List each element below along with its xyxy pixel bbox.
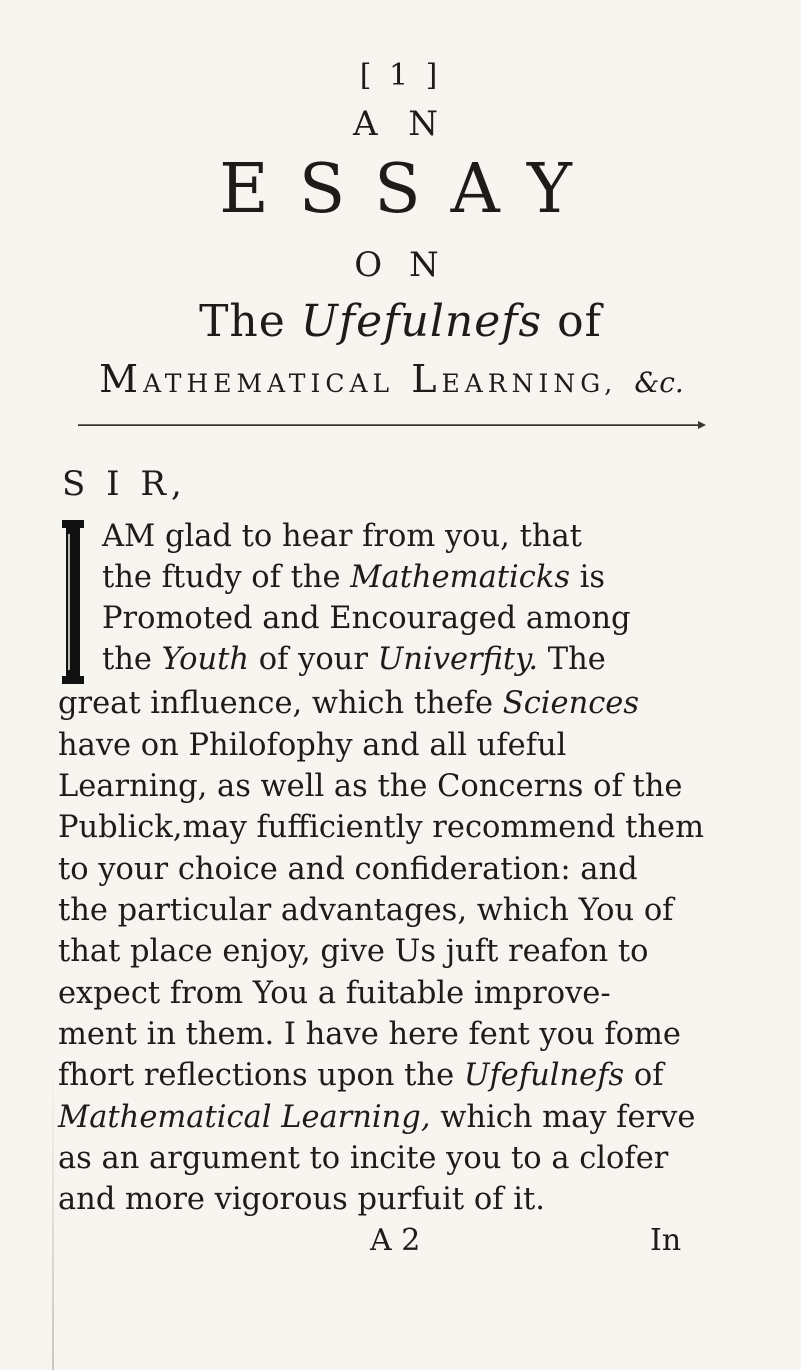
body-line (58, 686, 640, 721)
body-line (58, 1017, 681, 1052)
learning-rest: EARNING, (441, 369, 618, 398)
body-line (102, 519, 582, 554)
body-line (58, 810, 705, 845)
body-line (102, 601, 631, 636)
math-rest: ATHEMATICAL (143, 369, 395, 398)
text-run: which may ferve (430, 1100, 696, 1135)
body-line (58, 934, 649, 969)
body-line (58, 976, 611, 1011)
body-line (58, 893, 674, 928)
catchword: In (650, 1223, 682, 1258)
body-line (58, 1182, 545, 1217)
text-run: that place enjoy, give Us juft reafon to (58, 934, 649, 969)
text-run: have on Philofophy and all ufeful (58, 728, 567, 763)
learning-initial: L (411, 357, 442, 401)
italic-term: Sciences (502, 686, 640, 721)
text-run: expect from You a fuitable improve- (58, 976, 611, 1011)
italic-term: Ufefulnefs (463, 1058, 625, 1093)
text-run: the ftudy of the (102, 560, 351, 595)
body-line (102, 560, 606, 595)
text-run: and more vigorous purfuit of it. (58, 1182, 545, 1217)
body-line (58, 1100, 696, 1135)
italic-term: Mathematical Learning, (58, 1100, 431, 1135)
text-run: as an argument to incite you to a clofer (58, 1141, 669, 1176)
title-line-an: A N (352, 104, 449, 144)
body-line (58, 728, 567, 763)
title-prefix: The (199, 296, 286, 347)
text-run: the particular advantages, which You of (58, 893, 674, 928)
text-run: to your choice and confideration: and (58, 852, 638, 887)
text-run: of (624, 1058, 664, 1093)
text-run: The (538, 642, 606, 677)
page-number: [ 1 ] (359, 58, 442, 93)
body-line (58, 769, 683, 804)
body-line (58, 1141, 669, 1176)
italic-term: Youth (161, 642, 250, 677)
page-edge-shadow (52, 1060, 54, 1370)
text-run: the (102, 642, 162, 677)
etc-abbreviation: &c. (634, 366, 684, 399)
signature-mark: A 2 (370, 1223, 421, 1258)
text-run: Publick,may fufficiently recommend them (58, 810, 705, 845)
title-line-on: O N (354, 245, 447, 285)
body-line (102, 642, 606, 677)
body-line (58, 852, 638, 887)
title-italic-word: Ufefulnefs (300, 296, 543, 347)
title-suffix: of (557, 296, 602, 347)
horizontal-rule (78, 424, 698, 426)
title-line-usefulness (0, 296, 801, 347)
math-initial: M (99, 357, 144, 401)
text-run: Learning, as well as the Concerns of the (58, 769, 683, 804)
text-run: ment in them. I have here fent you fome (58, 1017, 681, 1052)
italic-term: Mathematicks (350, 560, 570, 595)
body-line (58, 1058, 664, 1093)
text-run: of your (249, 642, 378, 677)
text-run: AM glad to hear from you, that (102, 519, 582, 554)
text-run: fhort reflections upon the (58, 1058, 464, 1093)
title-line-mathematical-learning (0, 357, 801, 401)
italic-term: Univerfity. (377, 642, 539, 677)
title-line-essay: ESSAY (219, 150, 602, 229)
text-run: great influence, which thefe (58, 686, 503, 721)
text-run: is (569, 560, 606, 595)
text-run: Promoted and Encouraged among (102, 601, 631, 636)
drop-cap-i (58, 520, 88, 686)
salutation: S I R, (62, 464, 187, 504)
